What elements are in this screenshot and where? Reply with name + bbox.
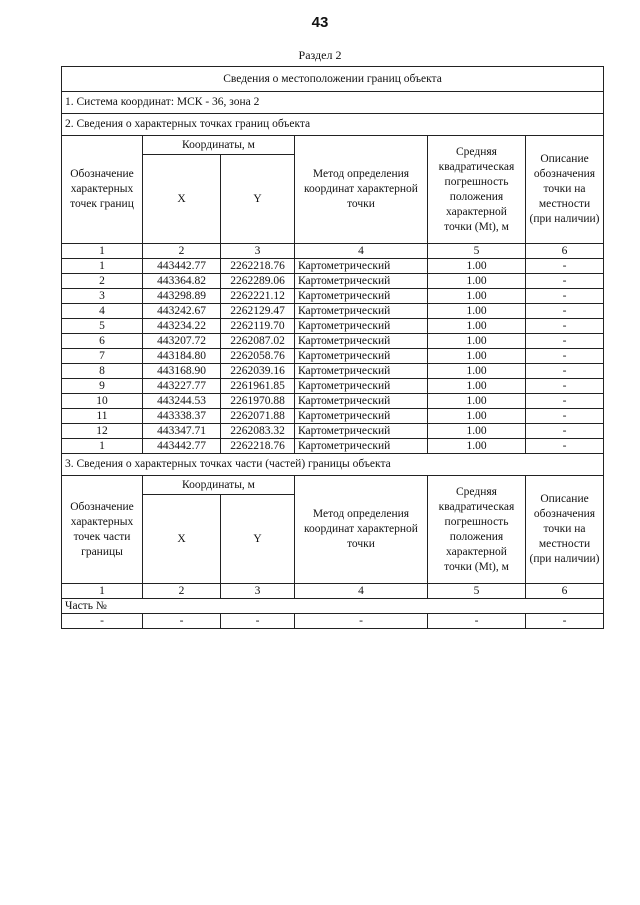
coord-x: 443244.53: [143, 394, 221, 409]
header-method: Метод определения координат характерной точки: [295, 476, 428, 584]
description-cell: -: [526, 349, 604, 364]
description-cell: -: [526, 259, 604, 274]
point-number: 3: [62, 289, 143, 304]
coord-y: 2262119.70: [221, 319, 295, 334]
method-cell: Картометрический: [295, 409, 428, 424]
description-cell: -: [526, 364, 604, 379]
header-error: Средняя квадратическая погрешность положения характерной точки (Mt), м: [428, 476, 526, 584]
header-description: Описание обозначения точки на местности (при наличии): [526, 136, 604, 244]
point-row: [62, 439, 604, 454]
coord-x: 443347.71: [143, 424, 221, 439]
point-row: [62, 319, 604, 334]
method-cell: Картометрический: [295, 394, 428, 409]
error-cell: 1.00: [428, 379, 526, 394]
coord-y: 2262218.76: [221, 259, 295, 274]
point-number: 12: [62, 424, 143, 439]
point-row: [62, 259, 604, 274]
error-cell: 1.00: [428, 304, 526, 319]
method-cell: Картометрический: [295, 274, 428, 289]
empty-cell: -: [526, 614, 604, 629]
coord-x: 443442.77: [143, 439, 221, 454]
point-number: 10: [62, 394, 143, 409]
coord-y: 2261970.88: [221, 394, 295, 409]
point-number: 5: [62, 319, 143, 334]
coord-y: 2262129.47: [221, 304, 295, 319]
empty-part-row: [62, 614, 604, 629]
description-cell: -: [526, 289, 604, 304]
section2-title: 2. Сведения о характерных точках границ объекта: [62, 114, 604, 136]
column-number: 2: [143, 584, 221, 599]
coord-y: 2262087.02: [221, 334, 295, 349]
coord-x: 443184.80: [143, 349, 221, 364]
error-cell: 1.00: [428, 259, 526, 274]
page-number: 43: [311, 14, 329, 31]
header-y: Y: [221, 155, 295, 244]
point-number: 2: [62, 274, 143, 289]
empty-cell: -: [143, 614, 221, 629]
description-cell: -: [526, 439, 604, 454]
error-cell: 1.00: [428, 439, 526, 454]
method-cell: Картометрический: [295, 439, 428, 454]
coord-x: 443442.77: [143, 259, 221, 274]
description-cell: -: [526, 394, 604, 409]
point-row: [62, 274, 604, 289]
empty-cell: -: [221, 614, 295, 629]
point-row: [62, 334, 604, 349]
description-cell: -: [526, 409, 604, 424]
column-number: 5: [428, 584, 526, 599]
error-cell: 1.00: [428, 319, 526, 334]
point-number: 11: [62, 409, 143, 424]
point-row: [62, 394, 604, 409]
coord-x: 443207.72: [143, 334, 221, 349]
header-coords: Координаты, м: [143, 136, 295, 155]
empty-cell: -: [62, 614, 143, 629]
coord-x: 443242.67: [143, 304, 221, 319]
point-number: 6: [62, 334, 143, 349]
point-row: [62, 409, 604, 424]
point-number: 1: [62, 439, 143, 454]
coord-x: 443168.90: [143, 364, 221, 379]
coord-y: 2262071.88: [221, 409, 295, 424]
header-coords: Координаты, м: [143, 476, 295, 495]
coord-y: 2262218.76: [221, 439, 295, 454]
column-number: 4: [295, 584, 428, 599]
error-cell: 1.00: [428, 424, 526, 439]
column-number: 6: [526, 244, 604, 259]
point-number: 4: [62, 304, 143, 319]
empty-cell: -: [295, 614, 428, 629]
header-part-point-label: Обозначение характерных точек части границы: [62, 476, 143, 584]
point-row: [62, 364, 604, 379]
point-row: [62, 304, 604, 319]
header-point-label: Обозначение характерных точек границ: [62, 136, 143, 244]
header-x: X: [143, 155, 221, 244]
header-method: Метод определения координат характерной точки: [295, 136, 428, 244]
method-cell: Картометрический: [295, 364, 428, 379]
description-cell: -: [526, 319, 604, 334]
point-number: 1: [62, 259, 143, 274]
column-number: 3: [221, 244, 295, 259]
point-number: 9: [62, 379, 143, 394]
error-cell: 1.00: [428, 409, 526, 424]
column-number: 5: [428, 244, 526, 259]
coord-x: 443227.77: [143, 379, 221, 394]
column-number-row: [62, 584, 604, 599]
point-number: 8: [62, 364, 143, 379]
part-label: Часть №: [62, 599, 604, 614]
empty-cell: -: [428, 614, 526, 629]
coord-system-row: 1. Система координат: МСК - 36, зона 2: [62, 92, 604, 114]
header-error: Средняя квадратическая погрешность положения характерной точки (Mt), м: [428, 136, 526, 244]
section-label: Раздел 2: [298, 48, 342, 62]
header-x: X: [143, 495, 221, 584]
column-number: 1: [62, 244, 143, 259]
method-cell: Картометрический: [295, 319, 428, 334]
coord-x: 443298.89: [143, 289, 221, 304]
coord-y: 2262039.16: [221, 364, 295, 379]
description-cell: -: [526, 424, 604, 439]
header-y: Y: [221, 495, 295, 584]
coord-x: 443338.37: [143, 409, 221, 424]
description-cell: -: [526, 379, 604, 394]
column-number: 6: [526, 584, 604, 599]
error-cell: 1.00: [428, 274, 526, 289]
error-cell: 1.00: [428, 364, 526, 379]
coord-y: 2262289.06: [221, 274, 295, 289]
column-number: 2: [143, 244, 221, 259]
method-cell: Картометрический: [295, 424, 428, 439]
coord-x: 443364.82: [143, 274, 221, 289]
point-row: [62, 349, 604, 364]
method-cell: Картометрический: [295, 334, 428, 349]
point-number: 7: [62, 349, 143, 364]
column-number: 3: [221, 584, 295, 599]
coord-y: 2262083.32: [221, 424, 295, 439]
error-cell: 1.00: [428, 349, 526, 364]
method-cell: Картометрический: [295, 349, 428, 364]
column-number: 1: [62, 584, 143, 599]
description-cell: -: [526, 334, 604, 349]
boundary-table: [61, 66, 604, 629]
point-row: [62, 424, 604, 439]
column-number: 4: [295, 244, 428, 259]
table-title: Сведения о местоположении границ объекта: [62, 67, 604, 92]
point-row: [62, 379, 604, 394]
column-number-row: [62, 244, 604, 259]
method-cell: Картометрический: [295, 304, 428, 319]
error-cell: 1.00: [428, 394, 526, 409]
description-cell: -: [526, 304, 604, 319]
coord-y: 2261961.85: [221, 379, 295, 394]
coord-x: 443234.22: [143, 319, 221, 334]
method-cell: Картометрический: [295, 289, 428, 304]
method-cell: Картометрический: [295, 379, 428, 394]
error-cell: 1.00: [428, 289, 526, 304]
point-row: [62, 289, 604, 304]
coord-y: 2262058.76: [221, 349, 295, 364]
header-description: Описание обозначения точки на местности (при наличии): [526, 476, 604, 584]
description-cell: -: [526, 274, 604, 289]
method-cell: Картометрический: [295, 259, 428, 274]
error-cell: 1.00: [428, 334, 526, 349]
coord-y: 2262221.12: [221, 289, 295, 304]
section3-title: 3. Сведения о характерных точках части (частей) границы объекта: [62, 454, 604, 476]
